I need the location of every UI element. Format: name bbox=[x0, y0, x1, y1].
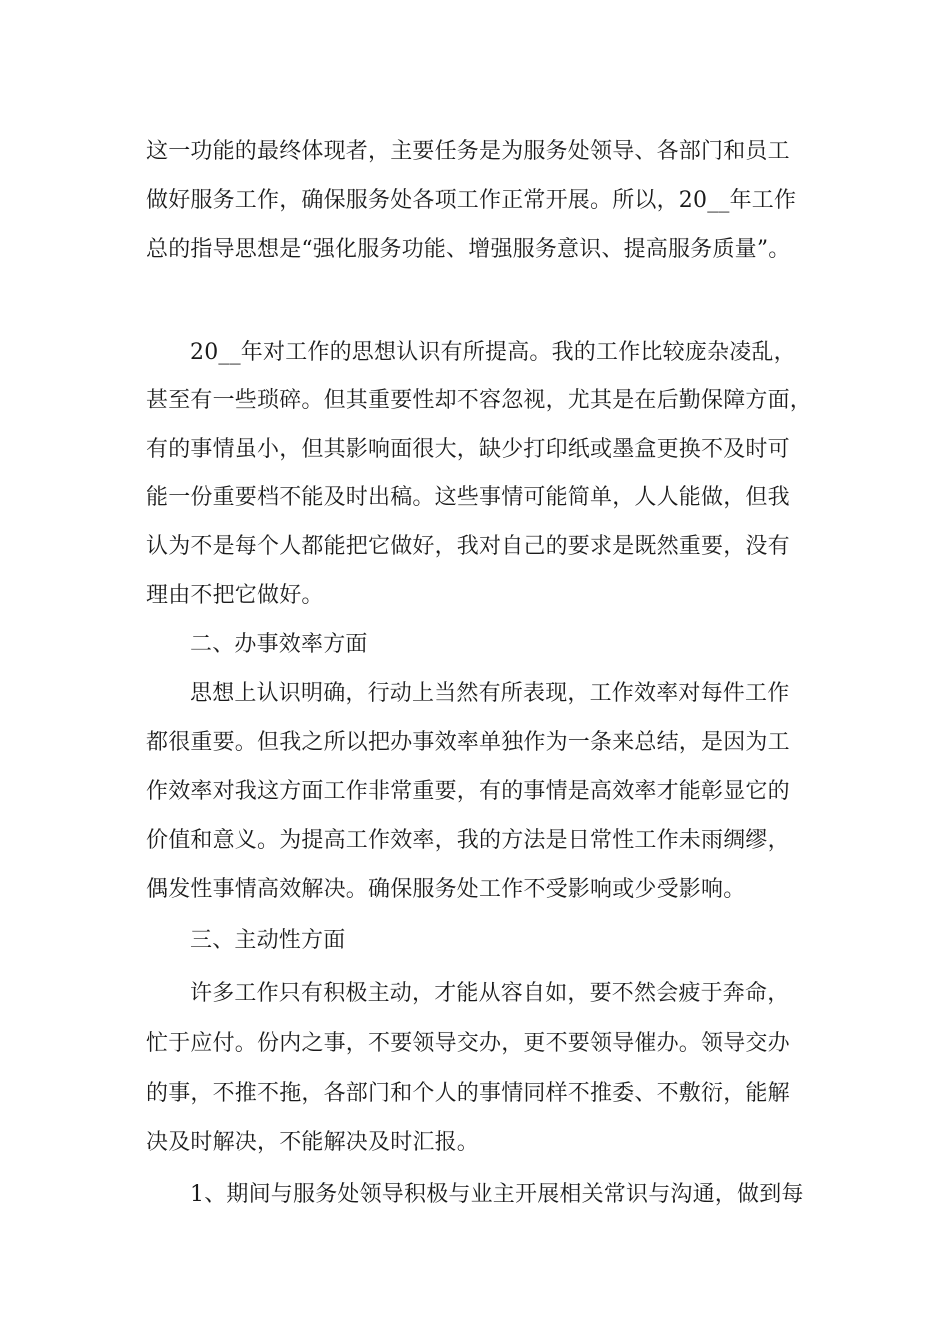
text-line-1: 这一功能的最终体现者，主要任务是为服务处领导、各部门和员工 bbox=[146, 139, 790, 164]
text-line-8: 认为不是每个人都能把它做好，我对自己的要求是既然重要，没有 bbox=[146, 534, 790, 559]
text-line-20: 决及时解决，不能解决及时汇报。 bbox=[146, 1130, 480, 1155]
section-heading-efficiency: 二、办事效率方面 bbox=[190, 632, 368, 657]
text-line-7: 能一份重要档不能及时出稿。这些事情可能简单，人人能做，但我 bbox=[146, 485, 790, 510]
text-line-11: 思想上认识明确，行动上当然有所表现，工作效率对每件工作 bbox=[190, 681, 790, 706]
text-line-15: 偶发性事情高效解决。确保服务处工作不受影响或少受影响。 bbox=[146, 877, 746, 902]
text-line-21: 1、期间与服务处领导积极与业主开展相关常识与沟通，做到每 bbox=[190, 1182, 804, 1207]
section-heading-initiative: 三、主动性方面 bbox=[190, 928, 346, 953]
text-line-17: 许多工作只有积极主动，才能从容自如，要不然会疲于奔命， bbox=[190, 981, 790, 1006]
text-line-19: 的事，不推不拖，各部门和个人的事情同样不推委、不敷衍，能解 bbox=[146, 1081, 790, 1106]
text-line-13: 作效率对我这方面工作非常重要，有的事情是高效率才能彰显它的 bbox=[146, 779, 790, 804]
text-line-4: 20__年对工作的思想认识有所提高。我的工作比较庞杂凌乱， bbox=[190, 340, 796, 365]
text-line-3: 总的指导思想是“强化服务功能、增强服务意识、提高服务质量”。 bbox=[146, 237, 791, 262]
text-line-14: 价值和意义。为提高工作效率，我的方法是日常性工作未雨绸缪， bbox=[146, 828, 790, 853]
text-line-5: 甚至有一些琐碎。但其重要性却不容忽视，尤其是在后勤保障方面， bbox=[146, 388, 813, 413]
text-line-18: 忙于应付。份内之事，不要领导交办，更不要领导催办。领导交办 bbox=[146, 1031, 790, 1056]
text-line-9: 理由不把它做好。 bbox=[146, 583, 324, 608]
text-line-12: 都很重要。但我之所以把办事效率单独作为一条来总结，是因为工 bbox=[146, 730, 790, 755]
text-line-6: 有的事情虽小，但其影响面很大，缺少打印纸或墨盒更换不及时可 bbox=[146, 437, 790, 462]
text-line-2: 做好服务工作，确保服务处各项工作正常开展。所以，20__年工作 bbox=[146, 188, 797, 213]
